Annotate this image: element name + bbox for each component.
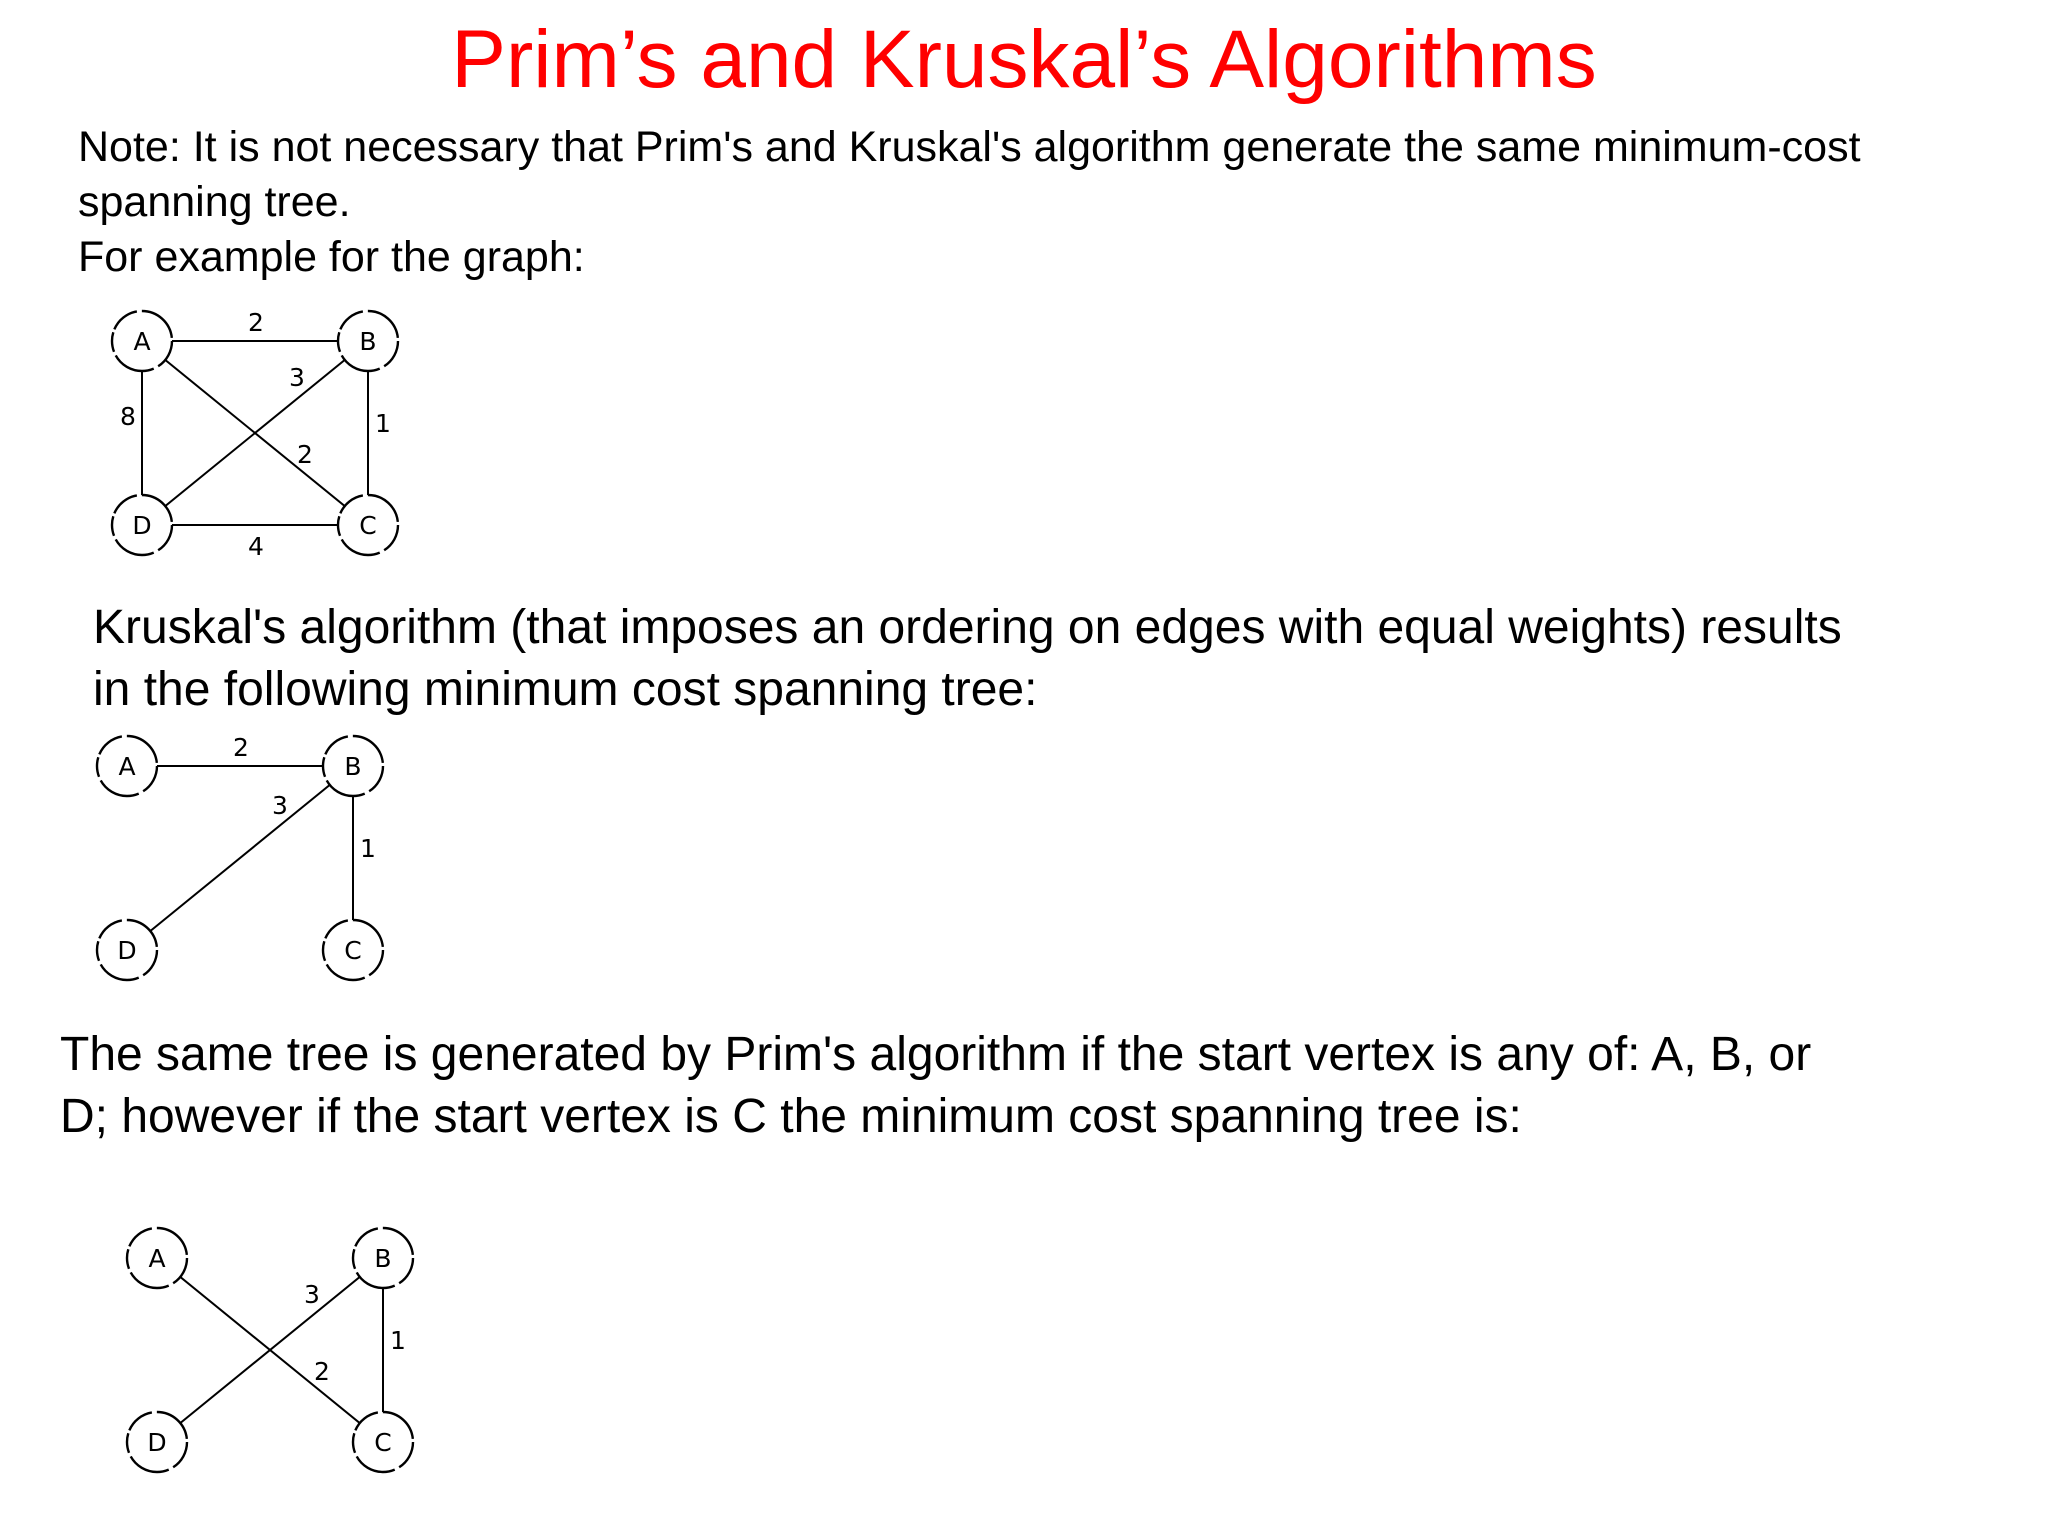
vertex-d — [97, 920, 157, 980]
vertex-b — [353, 1228, 413, 1288]
kruskal-tree-graph — [75, 720, 405, 1000]
kruskal-line-2: in the following minimum cost spanning tree: — [93, 663, 1038, 716]
original-graph — [90, 295, 420, 575]
vertex-c-label: C — [374, 1428, 392, 1457]
vertex-d-label: D — [117, 936, 137, 965]
slide-title: Prim’s and Kruskal’s Algorithms — [451, 14, 1597, 105]
vertex-d-label: D — [132, 511, 152, 540]
weight-a-c: 2 — [297, 440, 313, 469]
vertex-b — [338, 311, 398, 371]
edge-d-b — [127, 766, 353, 950]
note-paragraph — [78, 120, 1861, 285]
vertex-a-label: A — [148, 1244, 166, 1273]
vertex-d — [127, 1412, 187, 1472]
vertex-a — [127, 1228, 187, 1288]
note-line-2: spanning tree. — [78, 178, 351, 226]
weight-d-b: 3 — [272, 791, 288, 820]
weight-a-d: 8 — [120, 402, 136, 431]
note-line-3: For example for the graph: — [78, 233, 585, 281]
vertex-d-label: D — [147, 1428, 167, 1457]
vertex-b-label: B — [344, 752, 362, 781]
vertex-a-label: A — [133, 327, 151, 356]
vertex-c-label: C — [344, 936, 362, 965]
vertex-d — [112, 495, 172, 555]
note-line-1: Note: It is not necessary that Prim's and Kruskal's algorithm generate the same minimum-cost — [78, 123, 1861, 171]
vertex-b — [323, 736, 383, 796]
weight-b-c: 1 — [360, 834, 376, 863]
vertex-c-label: C — [359, 511, 377, 540]
kruskal-paragraph — [93, 597, 1842, 721]
prim-line-2: D; however if the start vertex is C the minimum cost spanning tree is: — [60, 1090, 1522, 1143]
vertex-b-label: B — [359, 327, 377, 356]
weight-a-b: 2 — [233, 733, 249, 762]
vertex-c — [353, 1412, 413, 1472]
vertex-c — [323, 920, 383, 980]
weight-b-c: 1 — [375, 409, 391, 438]
vertex-b-label: B — [374, 1244, 392, 1273]
prim-line-1: The same tree is generated by Prim's algorithm if the start vertex is any of: A, B, or — [60, 1028, 1812, 1081]
weight-a-b: 2 — [248, 308, 264, 337]
vertex-a — [112, 311, 172, 371]
prim-paragraph — [60, 1024, 1811, 1148]
weight-b-c: 1 — [390, 1326, 406, 1355]
weight-d-b: 3 — [289, 363, 305, 392]
vertex-c — [338, 495, 398, 555]
weight-d-c: 4 — [248, 532, 264, 561]
weight-d-b: 3 — [304, 1280, 320, 1309]
prim-c-tree-graph — [105, 1212, 435, 1492]
vertex-a-label: A — [118, 752, 136, 781]
vertex-a — [97, 736, 157, 796]
weight-a-c: 2 — [314, 1357, 330, 1386]
kruskal-line-1: Kruskal's algorithm (that imposes an ordering on edges with equal weights) results — [93, 601, 1842, 654]
